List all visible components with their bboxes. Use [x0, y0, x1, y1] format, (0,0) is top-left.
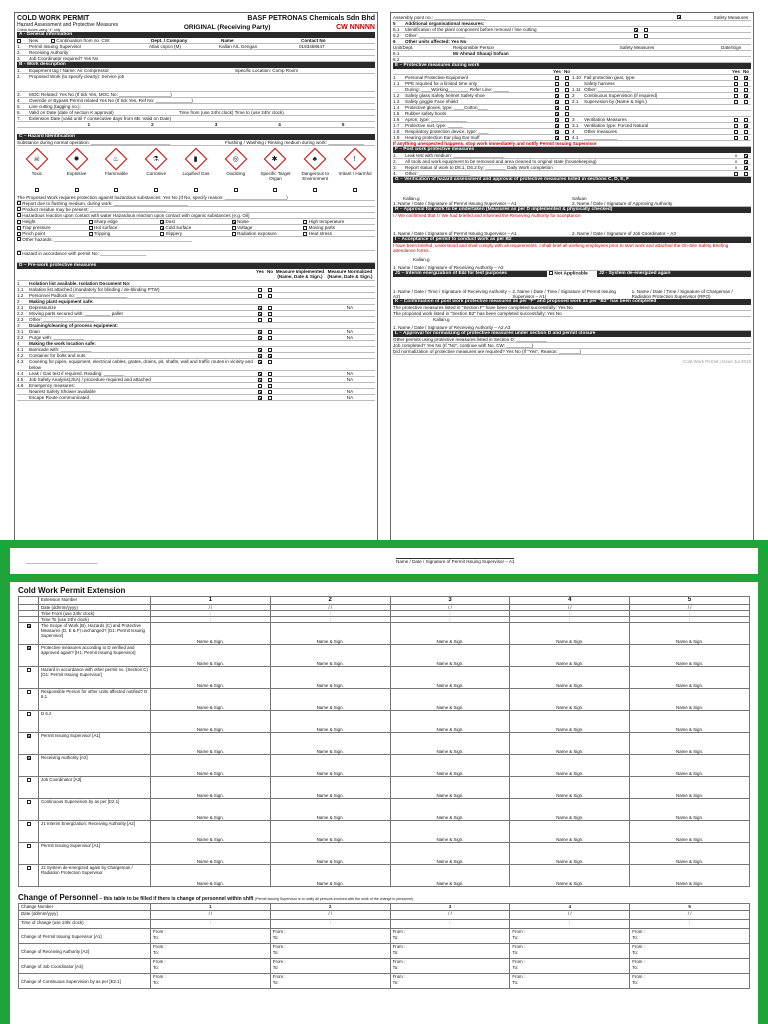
extension-title: Cold Work Permit Extension: [18, 586, 126, 595]
no-checkbox[interactable]: [268, 396, 272, 400]
from-to-field[interactable]: From : To:: [151, 929, 271, 944]
item-checkbox[interactable]: [27, 646, 31, 650]
name-sign-field[interactable]: Name & Sign.: [316, 815, 344, 820]
no-checkbox[interactable]: [268, 336, 272, 340]
hazard-grid-row: Trap pressure Hot surface ✕ Cold surface Voltage Moving parts: [17, 225, 375, 231]
hazard-line: Hazardous reaction upon contact with water Hazardous reaction upon contact with organic substances (e.g. Oil): [17, 213, 375, 219]
no-checkbox[interactable]: [268, 318, 272, 322]
no-checkbox[interactable]: [268, 312, 272, 316]
extension-row: Date (dd/mm/yyyy) / / / / / / / / / /: [19, 605, 750, 611]
hazard-checkbox[interactable]: [313, 188, 317, 192]
extension-item-row: Responsible Person for other units affected notified? D 6.1 Name & Sign. Name & Sign. Name & Sign. Name & Sign. Name & Sign.: [19, 689, 750, 711]
hazard-grid-row: Height Sharp edge ✕ Dust ✕ Noise High temperature: [17, 219, 375, 225]
permit-page-2: [10, 582, 758, 1024]
ppe-row: 1 Personal Protective Equipment 1.10 Fall protection gear, type: ✕: [393, 75, 751, 81]
measure-row: 4.5 Job Safety Analysis(JSA) / procedure required and attached ✕ NA: [17, 377, 375, 383]
ppe-row: 1.6 Apron, type: ______________ ✕ 3 Ventilation Measures: [393, 117, 751, 123]
item-checkbox[interactable]: [27, 756, 31, 760]
section-5: 5 Additional organisational measures: 5.1 Identification of the plant component before removal / line cutting ✕ 5.2 Other: __________________ 6 Other units affected: Yes No Unit/Dept. Responsible Person Safety Measures Date/Sign 6.1 Mr Ahmad Shauqi Sofuan 6.2: [393, 21, 751, 63]
name-sign-field[interactable]: Name & Sign.: [196, 639, 224, 644]
name-sign-field[interactable]: Name & Sign.: [676, 771, 704, 776]
substance-row: Substance during normal operation: _______________________________ Flushing / Washing / Rinsing medium during work: ______________: [17, 140, 375, 146]
no-checkbox[interactable]: [268, 390, 272, 394]
extension-row: Time To (use 24hr clock) : : : : :: [19, 617, 750, 623]
section-e-rows: [393, 75, 751, 141]
from-to-field[interactable]: From : To:: [151, 959, 271, 974]
no-checkbox[interactable]: [268, 360, 272, 364]
name-sign-field[interactable]: Name & Sign.: [316, 793, 344, 798]
extension-item-row: D 6.2 Name & Sign. Name & Sign. Name & Sign. Name & Sign. Name & Sign.: [19, 711, 750, 733]
name-sign-field[interactable]: Name & Sign.: [316, 771, 344, 776]
section-e-header: E – Protective measures during work: [393, 63, 751, 69]
section-d-rows: [17, 281, 375, 401]
ppe-row: 1.2 Safety glass Safety helmet Safety shoe ✕ 2 Continuous Supervision (if required) ✕: [393, 93, 751, 99]
extension-table: Extension Number 1 2 3 4 5 Date (dd/mm/yyyy) / / / / / / / / / / Time From (use 24hr clock) : : : : : Time To (use 24hr clock) : : : : : ✕ The Scope of Work (B), Hazards (C) and Protective Measures (D, E & F) unchanged? [G1: Permit Issuing Supervisor] Name & Sign. Name & Sign. Name & Sign. Name & Sign. Name & Sign. ✕ Protective measures according to D verified and approved again? [H1: Permit Issuing Supervisor] Name & Sign. Name & Sign. Name & Sign. Name & Sign. Name & Sign. Hazard in accordance with other permit no. (Section C) [G1: Permit Issuing Supervisor] Name & Sign. Name & Sign. Name & Sign. Name & Sign. Name & Sign. Responsible Person for other units affected notified? D 6.1 Name & Sign. Name & Sign. Name & Sign. Name & Sign. Name & Sign. D 6.2 Name & Sign. Name & Sign. Name & Sign. Name & Sign. Name & Sign. ✕ Permit Issuing Supervisor [A1] Name & Sign. Name & Sign. Name & Sign. Name & Sign. Name & Sign. ✕ Receiving Authority [A2] Name & Sign. Name & Sign. Name & Sign. Name & Sign. Name & Sign. Job Coordinator [A3] Name & Sign. Name & Sign. Name & Sign. Name & Sign. Name & Sign. Continuous Supervision by as per [E2.1] Name & Sign. Name & Sign. Name & Sign. Name & Sign. Name & Sign. J1 Interim Energization: Receiving Authority [A2] Name & Sign. Name & Sign. Name & Sign. Name & Sign. Name & Sign. Permit Issuing Supervisor [A1] Name & Sign. Name & Sign. Name & Sign. Name & Sign. Name & Sign. J2 System de-energized again by Chargeman / Radiation Protection Supervisor Name & Sign. Name & Sign. Name & Sign. Name & Sign. Name & Sign.: [18, 596, 750, 887]
hazard-toxic: ☠ Toxic: [18, 148, 56, 188]
hazard-line: Product residue may be present: ______________________________: [17, 207, 375, 213]
item-checkbox[interactable]: [27, 690, 31, 694]
from-to-field[interactable]: From : To:: [630, 959, 750, 974]
from-to-field[interactable]: From : To:: [630, 974, 750, 989]
no-checkbox[interactable]: [268, 288, 272, 292]
extension-item-row: Continuous Supervision by as per [E2.1] Name & Sign. Name & Sign. Name & Sign. Name & Sign. Name & Sign.: [19, 799, 750, 821]
name-sign-field[interactable]: Name & Sign.: [556, 859, 584, 864]
from-to-field[interactable]: From : To:: [630, 929, 750, 944]
name-sign-field[interactable]: Name & Sign.: [196, 661, 224, 666]
section-a-header: A - General information: [17, 32, 375, 38]
item-checkbox[interactable]: [27, 866, 31, 870]
name-sign-field[interactable]: Name & Sign.: [316, 661, 344, 666]
explosive-icon: ✹: [73, 155, 80, 163]
from-to-field[interactable]: From : To:: [510, 974, 630, 989]
measure-row: 4.3 Covering for pipes, equipment, electrical cables, grates, drains, pit, shafts, wall and traffic routes in vicinity and below ✕: [17, 359, 375, 371]
measure-row: 4 Making the work location safe:: [17, 341, 375, 347]
name-sign-field[interactable]: Name & Sign.: [196, 859, 224, 864]
name-sign-field[interactable]: Name & Sign.: [556, 683, 584, 688]
name-sign-field[interactable]: Name & Sign.: [556, 727, 584, 732]
hazard-checkboxes: [17, 188, 375, 195]
name-sign-field[interactable]: Name & Sign.: [436, 881, 464, 886]
measure-row: 4.6 Emergency measures:: [17, 383, 375, 389]
name-sign-field[interactable]: Name & Sign.: [196, 815, 224, 820]
extension-item-row: Job Coordinator [A3] Name & Sign. Name & Sign. Name & Sign. Name & Sign. Name & Sign.: [19, 777, 750, 799]
section-d-columns: Yes No Measure Implemented (Name, Date & Sign.) Measure Normalized (Name, Date & Sign.): [17, 269, 375, 281]
from-to-field[interactable]: From : To:: [390, 944, 510, 959]
no-checkbox[interactable]: [268, 372, 272, 376]
change-personnel-title: Change of Personnel – this table to be filled if there is change of personnel within shift (Permit Issuing Supervisor is to notify all persons involved with the work of the change in personnel): [18, 893, 414, 902]
section-b-row: 5. Line cutting (tagging no.):: [17, 104, 375, 110]
name-sign-field[interactable]: Name & Sign.: [436, 837, 464, 842]
item-checkbox[interactable]: [27, 624, 31, 628]
name-sign-field[interactable]: Name & Sign.: [676, 639, 704, 644]
hazard-checkbox[interactable]: [75, 188, 79, 192]
continue-checkbox[interactable]: [51, 39, 55, 43]
section-b-row: 2. Proposed Work (to specify clearly): Service job: [17, 74, 375, 92]
hazard-checkbox[interactable]: [154, 188, 158, 192]
section-a-row: 3. Job Coordinator required? Yes No: [17, 56, 375, 62]
measure-row: 4.1 Barricade with: ____________ ✕: [17, 347, 375, 353]
measure-row: 1.1 Isolation list attached (mandatory for blinding / de-blinding PTW): [17, 287, 375, 293]
section-j1-header: J1 – Interim energization of E&I for test purposes: [393, 271, 547, 277]
hazard-line: Report due to flushing medium, during work: _____________________________: [17, 201, 375, 207]
exclamation-icon: !: [354, 155, 356, 163]
name-sign-field[interactable]: Name & Sign.: [196, 771, 224, 776]
name-sign-field[interactable]: Name & Sign.: [316, 727, 344, 732]
hazard-oxidizing: ◎ Oxidizing: [217, 148, 255, 188]
section-d-header: D – Pre-work protective measures: [17, 263, 375, 269]
no-checkbox[interactable]: [268, 354, 272, 358]
measure-row: 4.2 Container for bolts and nuts ✕ ✕: [17, 353, 375, 359]
section-b-row: 1. Equipment tag / Name: Air Compressor Specific Location: Comp Room: [17, 68, 375, 74]
extension-row: Time From (use 24hr clock) : : : : :: [19, 611, 750, 617]
hazard-gas: ▮ Liquified Gas: [177, 148, 215, 188]
item-checkbox[interactable]: [27, 712, 31, 716]
section-b-header: B - Work description: [17, 62, 375, 68]
section-b-row: 3. MOC Related: Yes No (If tick Yes, MOC No: ____________________): [17, 92, 375, 98]
item-checkbox[interactable]: [27, 734, 31, 738]
hazard-checkbox[interactable]: [353, 188, 357, 192]
stop-work-warning: If anything unexpected happens, stop work immediately and notify Permit Issuing Supervisor: [393, 141, 751, 147]
item-checkbox[interactable]: [27, 822, 31, 826]
name-sign-field[interactable]: Name & Sign.: [436, 749, 464, 754]
from-to-field[interactable]: From : To:: [390, 929, 510, 944]
measure-row: 3.2 Purge with: ____________ ✕ NA: [17, 335, 375, 341]
yes-checkbox[interactable]: [258, 348, 262, 352]
measure-row: 1 Isolation list available. Isolation Document No:: [17, 281, 375, 287]
name-sign-field[interactable]: Name & Sign.: [676, 859, 704, 864]
copy-label: ORIGINAL (Receiving Party): [183, 23, 271, 31]
name-sign-field[interactable]: Name & Sign.: [436, 771, 464, 776]
name-sign-field[interactable]: Name & Sign.: [436, 815, 464, 820]
hazard-environment: ♣ Dangerous to Environment: [296, 148, 334, 188]
section-b-row: 4. Override or Bypass Permit related Yes No (If tick Yes, Ref No: ______________): [17, 98, 375, 104]
ppe-row: 1.9 Hearing protection Ear plug Ear muff ✕ 4.1 _____________: [393, 135, 751, 141]
health-hazard-icon: ✱: [272, 155, 279, 163]
item-checkbox[interactable]: [27, 800, 31, 804]
hazard-checkbox[interactable]: [194, 188, 198, 192]
name-sign-field[interactable]: Name & Sign.: [316, 639, 344, 644]
measure-row: 3.1 Drain ✕ NA: [17, 329, 375, 335]
yes-checkbox[interactable]: [258, 378, 262, 382]
name-sign-field[interactable]: Name & Sign.: [436, 639, 464, 644]
permit-title: COLD WORK PERMIT: [17, 15, 90, 22]
name-sign-field[interactable]: Name & Sign.: [196, 837, 224, 842]
yes-checkbox[interactable]: [258, 330, 262, 334]
from-to-field[interactable]: From : To:: [270, 959, 390, 974]
measure-row: 2.3 Other: ____________________: [17, 317, 375, 323]
measure-row: 3 Draining/cleaning of process equipment:: [17, 323, 375, 329]
no-checkbox[interactable]: [268, 330, 272, 334]
name-sign-field[interactable]: Name & Sign.: [556, 749, 584, 754]
hazard-corrosive: ⚗ Corrosive: [137, 148, 175, 188]
ppe-row: 1.1 PPE required for a limited time only Safety harness: [393, 81, 751, 87]
extension-columns: 1 2 3 4 5: [17, 122, 375, 128]
from-to-field[interactable]: From : To:: [390, 974, 510, 989]
from-to-field[interactable]: From : To:: [630, 944, 750, 959]
change-item-row: Change of Receiving Authority [A2] From : To: From : To: From : To: From : To: From : To:: [19, 944, 750, 959]
section-i-header: I – Acceptance of permit to conduct work as per B2: [393, 237, 751, 243]
name-sign-field[interactable]: Name & Sign.: [196, 881, 224, 886]
name-sign-field[interactable]: Name & Sign.: [196, 683, 224, 688]
hazard-permit: Hazard in accordance with permit No: __________________: [17, 251, 375, 263]
from-to-field[interactable]: From : To:: [510, 959, 630, 974]
from-to-field[interactable]: From : To:: [270, 974, 390, 989]
name-sign-field[interactable]: Name & Sign.: [556, 639, 584, 644]
from-to-field[interactable]: From : To:: [270, 944, 390, 959]
from-to-field[interactable]: From : To:: [270, 929, 390, 944]
name-sign-field[interactable]: Name & Sign.: [676, 815, 704, 820]
yes-checkbox[interactable]: [258, 360, 262, 364]
ppe-row: 1.5 Rubber safety boots ✕: [393, 111, 751, 117]
section-a-rows: [17, 44, 375, 62]
item-checkbox[interactable]: [27, 778, 31, 782]
no-checkbox[interactable]: [268, 378, 272, 382]
no-checkbox[interactable]: [268, 384, 272, 388]
name-sign-field[interactable]: Name & Sign.: [676, 749, 704, 754]
from-to-field[interactable]: From : To:: [510, 944, 630, 959]
assembly-point: Assembly point no.: ____________________ ✕ Safety Measures: [393, 15, 751, 21]
hazard-checkbox[interactable]: [114, 188, 118, 192]
name-sign-field[interactable]: Name & Sign.: [556, 793, 584, 798]
ppe-row: 1.3 Safety goggle Face shield ✕ 2.1 Supervision by (Name & Sign.): [393, 99, 751, 105]
yes-checkbox[interactable]: [258, 396, 262, 400]
yes-checkbox[interactable]: [258, 384, 262, 388]
name-sign-field[interactable]: Name & Sign.: [556, 771, 584, 776]
no-checkbox[interactable]: [268, 306, 272, 310]
ppe-row: During: ____Working________ Refer Line: ______ 1.11 Other: _____________: [393, 87, 751, 93]
extension-item-row: J1 Interim Energization: Receiving Authority [A2] Name & Sign. Name & Sign. Name & Sign. Name & Sign. Name & Sign.: [19, 821, 750, 843]
name-sign-field[interactable]: Name & Sign.: [316, 749, 344, 754]
hazard-line: The Proposed Work requires protection against hazardous substances: Yes No (If No, specify reason: ________________________): [17, 195, 375, 201]
change-item-row: Change of Permit Issuing Supervisor [A1] From : To: From : To: From : To: From : To: From : To:: [19, 929, 750, 944]
section-l-header: L – Approval for normalizing of protective measures under section D and permit closure: [393, 331, 751, 337]
hazard-checkbox[interactable]: [234, 188, 238, 192]
hazard-checkbox[interactable]: [35, 188, 39, 192]
extension-item-row: Permit Issuing Supervisor [A1] Name & Sign. Name & Sign. Name & Sign. Name & Sign. Name & Sign.: [19, 843, 750, 865]
item-checkbox[interactable]: [27, 668, 31, 672]
item-checkbox[interactable]: [27, 844, 31, 848]
yes-checkbox[interactable]: [258, 306, 262, 310]
name-sign-field[interactable]: Name & Sign.: [676, 837, 704, 842]
name-sign-field[interactable]: Name & Sign.: [436, 727, 464, 732]
measure-row: 2.2 Moving parts secured with: __________ pallet ✕: [17, 311, 375, 317]
extension-item-row: J2 System de-energized again by Chargeman / Radiation Protection Supervisor Name & Sign. Name & Sign. Name & Sign. Name & Sign. Name & Sign.: [19, 865, 750, 887]
yes-checkbox[interactable]: [258, 294, 262, 298]
name-sign-field[interactable]: Name & Sign.: [436, 705, 464, 710]
yes-checkbox[interactable]: [258, 318, 262, 322]
extension-item-row: Hazard in accordance with other permit no. (Section C) [G1: Permit Issuing Supervisor] Name & Sign. Name & Sign. Name & Sign. Name & Sign. Name & Sign.: [19, 667, 750, 689]
flame-icon: ♨: [113, 155, 120, 163]
measure-row: 1.2 Personnel Padlock no: ____________________: [17, 293, 375, 299]
no-checkbox[interactable]: [268, 348, 272, 352]
yes-checkbox[interactable]: [258, 336, 262, 340]
no-checkbox[interactable]: [268, 294, 272, 298]
from-to-field[interactable]: From : To:: [390, 959, 510, 974]
name-sign-field[interactable]: Name & Sign.: [436, 661, 464, 666]
change-item-row: Change of Continuous Supervision by as per [E2.1] From : To: From : To: From : To: From : To: From : To:: [19, 974, 750, 989]
from-to-field[interactable]: From : To:: [510, 929, 630, 944]
name-sign-field[interactable]: Name & Sign.: [556, 881, 584, 886]
name-sign-field[interactable]: Name & Sign.: [436, 683, 464, 688]
measure-row: 2 Making plant equipment safe:: [17, 299, 375, 305]
other-hazards: Other hazards: ______________________________________________________: [17, 237, 375, 251]
corrosion-icon: ⚗: [153, 155, 160, 163]
section-f-header: F – Post work protective measures: [393, 147, 751, 153]
ppe-row: 1.4 Protective gloves, type: ____Cotton____ ✕: [393, 105, 751, 111]
name-sign-field[interactable]: Name & Sign.: [556, 705, 584, 710]
ppe-row: 1.7 Protective suit, type: ______ ✕ 3.1 Ventilation type: Forced Natural ✕: [393, 123, 751, 129]
hazard-flammable: ♨ Flammable: [97, 148, 135, 188]
change-personnel-table: Change Number 1 2 3 4 5 Date (dd/mm/yyyy) / / / / / / / / / / Time of change (use 24hr clock) : : : : : Change of Permit Issuing Supervisor [A1] From : To: From : To: From : To: From : To: From : To: Change of Receiving Authority [A2] From : To: From : To: From : To: From : To: From : To: Change of Job Coordinator [A3] From : To: From : To: From : To: From : To: From : To: Change of Continuous Supervision by as per [E2.1] From : To: From : To: From : To: From : To: From : To:: [18, 903, 750, 989]
gas-cylinder-icon: ▮: [194, 155, 198, 163]
ppe-row: 1.8 Respiratory protection device, type: ____ ✕ 4 Other measures: [393, 129, 751, 135]
measure-row: Escape Route communicated ✕ NA: [17, 395, 375, 401]
toxic-icon: ☠: [33, 155, 41, 163]
from-to-field[interactable]: From : To:: [151, 944, 271, 959]
name-sign-field[interactable]: Name & Sign.: [316, 705, 344, 710]
permit-page-left: [14, 12, 378, 560]
name-sign-field[interactable]: Name & Sign.: [556, 661, 584, 666]
hazard-explosive: ✹ Explosive: [58, 148, 96, 188]
name-sign-field[interactable]: Name & Sign.: [556, 837, 584, 842]
name-sign-field[interactable]: Name & Sign.: [676, 793, 704, 798]
name-sign-field[interactable]: Name & Sign.: [196, 727, 224, 732]
name-sign-field[interactable]: Name & Sign.: [196, 705, 224, 710]
extension-item-row: ✕ Permit Issuing Supervisor [A1] Name & Sign. Name & Sign. Name & Sign. Name & Sign. Name & Sign.: [19, 733, 750, 755]
section-a-row: 1. Permit Issuing Supervisor Atlas copco (M) Kallan A/L Gengan 0193468647: [17, 44, 375, 50]
page-footer: Cold Work Permit | Issue Jul 2019: [683, 359, 751, 364]
yes-checkbox[interactable]: [258, 288, 262, 292]
name-sign-field[interactable]: Name & Sign.: [556, 815, 584, 820]
oxidizer-icon: ◎: [232, 155, 239, 163]
section-k-header: K – Confirmation of post work protective measures as per "F" and proposed work as per "B2" has been completed: [393, 299, 751, 305]
name-sign-field[interactable]: Name & Sign.: [436, 859, 464, 864]
name-sign-field[interactable]: Name & Sign.: [316, 837, 344, 842]
name-sign-field[interactable]: Name & Sign.: [676, 727, 704, 732]
hazard-checkbox[interactable]: [273, 188, 277, 192]
name-sign-field[interactable]: Name & Sign.: [316, 881, 344, 886]
measure-row: Nearest Safety Shower available ✕ NA: [17, 389, 375, 395]
extension-item-row: ✕ The Scope of Work (B), Hazards (C) and Protective Measures (D, E & F) unchanged? [G1: Permit Issuing Supervisor] Name & Sign. Name & Sign. Name & Sign. Name & Sign. Name & Sign.: [19, 623, 750, 645]
section-h-header: H – Approval for work to be undertaken (Measures as per D implemented & physically checked): [393, 207, 751, 213]
name-sign-field[interactable]: Name & Sign.: [676, 661, 704, 666]
measure-row: 4.4 Leak / Gas test if required. Reading: ________ ✕ NA: [17, 371, 375, 377]
name-sign-field[interactable]: Name & Sign.: [676, 683, 704, 688]
section-b-row: 7. Extension Date (valid until 7 consecutive days from 6B. Valid on Date): [17, 116, 375, 122]
yes-checkbox[interactable]: [258, 354, 262, 358]
page-strip: ____________________________ Name / Date / Signature of Permit Issuing Supervisor – A1: [10, 548, 758, 574]
section-c-header: C – Hazard Identification: [17, 134, 375, 140]
cw-number: CW NNNNN: [336, 23, 375, 31]
change-row: Time of change (use 24hr clock) : : : : :: [19, 920, 750, 929]
yes-checkbox[interactable]: [258, 372, 262, 376]
company-name: BASF PETRONAS Chemicals Sdn Bhd: [247, 15, 375, 22]
new-checkbox[interactable]: [17, 39, 21, 43]
permit-subtitle: Hazard Assessment and Protective Measures: [17, 22, 119, 28]
change-item-row: Change of Job Coordinator [A3] From : To: From : To: From : To: From : To: From : To:: [19, 959, 750, 974]
section-a-row: 2. Receiving Authority: [17, 50, 375, 56]
extension-item-row: ✕ Protective measures according to D verified and approved again? [H1: Permit Issuing Supervisor] Name & Sign. Name & Sign. Name & Sign. Name & Sign. Name & Sign.: [19, 645, 750, 667]
section-j2-header: J2 - System de-energized again: [597, 271, 751, 277]
hazard-grid-row: Pinch point Tripping Slippery Radiation exposure Heat stress: [17, 231, 375, 237]
check-note: Check boxes using "x" only: [17, 28, 61, 32]
permit-page-right: Assembly point no.: ____________________ ✕ Safety Measures 5 Additional organisational measures: 5.1 Identification of the plant component before removal / line cutting ✕ 5.2 Other: __________________ 6 Other units affected: Yes No Unit/Dept. Responsible Person Safety Measures Date/Sign 6.1 Mr Ahmad Shauqi Sofuan 6.2 E – Protective measures during work Yes No Yes No 1 Personal Protective Equipment 1.10 Fall protection gear, type: ✕ 1.1 PPE required for a limited time only Safety harness During: ____Working________ Refer Line: ______ 1.11 Other: _____________ 1.2 Safety glass Safety helmet Safety shoe ✕ 2 Continuous Supervision (if required) ✕ 1.3 Safety goggle Face shield ✕ 2.1 Supervision by (Name & Sign.) 1.4 Protective gloves, type: ____Cotton____ ✕ 1.5 Rubber safety boots ✕ 1.6 Apron, type: ______________ ✕ 3 Ventilation Measures 1.7 Protective suit, type: ______ ✕ 3.1 Ventilation type: Forced Natural ✕ 1.8 Respiratory protection device, type: ____ ✕ 4 Other measures 1.9 Hearing protection Ear plug Ear muff ✕ 4.1 _____________ If anything unexpected happens, stop work immediately and notify Permit Issuing Supervisor F – Post work protective measures 1. Leak test with medium: ____________________ x ✕ 2. All tools and work equipment to be removed and area cleaned to original state (housekeeping) x ✕ 3. Report status of work to D6.1, D6.2 by: ________ Daily Work completion x ✕ 4. Other: ____________________ G – Verification of hazard assessment and approval of protective measures listed in sections C, D, E, F Kallan.g Safuan 1. Name / Date / Signature of Permit Issuing Supervisor – A1 2. Name / Date / Signature of Approving Authority H – Approval for work to be undertaken (Measures as per D implemented & physically checked) I / We confirmed that I / We had briefed and informed the Receiving Authority for acceptance. 1. Name / Date / Signature of Permit Issuing Supervisor – A1 2. Name / Date / Signature of Job Coordinator – A3 I – Acceptance of permit to conduct work as per B2 I have been briefed, understood and shall comply with all requirements. I shall brief all working employees prior to start work and attached the On-Site Safety Briefing attendance forms. Kallan.g 1. Name / Date / Signature of Receiving Authority – A2 J1 – Interim energization of E&I for test purposes Not Applicable J2 - System de-energized again 1. Name / Date / Time / Signature of Receiving Authority – A2) 2. Name / Date / Time / Signature of Permit Issuing Supervisor – A1) 1. Name / Date / Time / Signature of Chargeman / Radiation Protection Supervisor (RPO) K – Confirmation of post work protective measures as per "F" and proposed work as per "B2" has been completed The protective measures listed in "Section F" have been completed successfully: Yes No The proposed work listed in "Section B2" has been completed successfully: Yes No Kallan.g 1. Name / Date / Signature of Receiving Authority – A2,A3 L – Approval for normalizing of protective measures under section D and permit closure Other permits using protective measures listed in Section D: ____________ Job completed? Yes No (If "No", continue with No. CW: __________) Did normalization of protective measures are required? Yes No (If "Yes", Reason: ________) Cold Work Permit | Issue Jul 2019: [390, 12, 754, 560]
measure-row: 2.1 Depressurize ✕ NA: [17, 305, 375, 311]
environment-icon: ♣: [312, 155, 318, 163]
hazard-icons: [17, 146, 375, 188]
hazard-irritant: ! Irritant / Harmful: [336, 148, 374, 188]
section-b-row: 6. Valid on Date (date of section K approval) Time from (use 24hr clock) Time to (use 24hr clock): [17, 110, 375, 116]
extension-item-row: ✕ Receiving Authority [A2] Name & Sign. Name & Sign. Name & Sign. Name & Sign. Name & Sign.: [19, 755, 750, 777]
hazard-health: ✱ Specific Target Organ: [256, 148, 294, 188]
name-sign-field[interactable]: Name & Sign.: [676, 705, 704, 710]
change-row: Date (dd/mm/yyyy) / / / / / / / / / /: [19, 911, 750, 920]
name-sign-field[interactable]: Name & Sign.: [676, 881, 704, 886]
hazard-grid: [17, 219, 375, 237]
yes-checkbox[interactable]: [258, 390, 262, 394]
section-a-head-row: New Continuation from no. CW: Dept. / Company Name Contact No: [17, 38, 375, 44]
name-sign-field[interactable]: Name & Sign.: [196, 749, 224, 754]
name-sign-field[interactable]: Name & Sign.: [316, 859, 344, 864]
name-sign-field[interactable]: Name & Sign.: [196, 793, 224, 798]
name-sign-field[interactable]: Name & Sign.: [316, 683, 344, 688]
yes-checkbox[interactable]: [258, 312, 262, 316]
from-to-field[interactable]: From : To:: [151, 974, 271, 989]
section-g-header: G – Verification of hazard assessment and approval of protective measures listed in sections C, D, E, F: [393, 177, 751, 183]
name-sign-field[interactable]: Name & Sign.: [436, 793, 464, 798]
